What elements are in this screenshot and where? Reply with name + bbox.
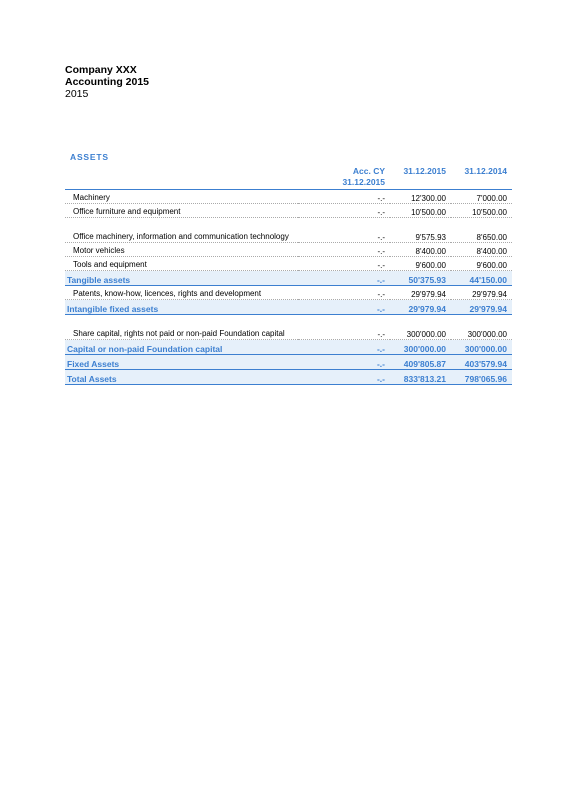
row-label: Total Assets <box>65 370 298 385</box>
table-row <box>65 257 512 271</box>
row-acc-cy: -.- <box>298 315 390 340</box>
table-row <box>65 315 512 340</box>
column-header-current-year: 31.12.2015 <box>390 166 451 190</box>
row-label: Fixed Assets <box>65 355 298 370</box>
row-current-year: 10'500.00 <box>390 204 451 218</box>
row-acc-cy: -.- <box>298 340 390 355</box>
document-header <box>65 64 149 100</box>
row-prior-year: 29'979.94 <box>451 286 512 300</box>
row-label: Share capital, rights not paid or non-paid Foundation capital <box>65 315 298 340</box>
table-row <box>65 243 512 257</box>
row-prior-year: 300'000.00 <box>451 340 512 355</box>
row-label: Tangible assets <box>65 271 298 286</box>
row-acc-cy: -.- <box>298 257 390 271</box>
row-label: Intangible fixed assets <box>65 300 298 315</box>
column-header-prior-year: 31.12.2014 <box>451 166 512 190</box>
column-header-acc-cy: Acc. CY 31.12.2015 <box>298 166 390 190</box>
row-current-year: 300'000.00 <box>390 315 451 340</box>
row-acc-cy: -.- <box>298 190 390 204</box>
row-label: Machinery <box>65 190 298 204</box>
subtotal-row <box>65 370 512 385</box>
row-acc-cy: -.- <box>298 271 390 286</box>
row-acc-cy: -.- <box>298 355 390 370</box>
row-prior-year: 10'500.00 <box>451 204 512 218</box>
table-row <box>65 190 512 204</box>
row-label: Office furniture and equipment <box>65 204 298 218</box>
section-title: ASSETS <box>70 152 109 162</box>
row-current-year: 29'979.94 <box>390 300 451 315</box>
row-prior-year: 403'579.94 <box>451 355 512 370</box>
row-acc-cy: -.- <box>298 218 390 243</box>
row-prior-year: 8'650.00 <box>451 218 512 243</box>
header-label-col <box>65 166 298 190</box>
company-name: Company XXX <box>65 64 137 76</box>
row-current-year: 9'575.93 <box>390 218 451 243</box>
subtotal-row <box>65 271 512 286</box>
subtotal-row <box>65 340 512 355</box>
table-row <box>65 286 512 300</box>
row-acc-cy: -.- <box>298 370 390 385</box>
subtotal-row <box>65 300 512 315</box>
row-prior-year: 9'600.00 <box>451 257 512 271</box>
row-acc-cy: -.- <box>298 204 390 218</box>
row-current-year: 409'805.87 <box>390 355 451 370</box>
row-prior-year: 29'979.94 <box>451 300 512 315</box>
row-acc-cy: -.- <box>298 300 390 315</box>
row-current-year: 833'813.21 <box>390 370 451 385</box>
row-label: Capital or non-paid Foundation capital <box>65 340 298 355</box>
row-label: Patents, know-how, licences, rights and development <box>65 286 298 300</box>
row-current-year: 300'000.00 <box>390 340 451 355</box>
table-row <box>65 204 512 218</box>
row-label: Office machinery, information and communication technology <box>65 218 298 243</box>
row-prior-year: 44'150.00 <box>451 271 512 286</box>
assets-table <box>65 166 512 385</box>
report-year: 2015 <box>65 88 89 100</box>
row-current-year: 12'300.00 <box>390 190 451 204</box>
report-title: Accounting 2015 <box>65 76 150 88</box>
subtotal-row <box>65 355 512 370</box>
row-acc-cy: -.- <box>298 286 390 300</box>
row-prior-year: 7'000.00 <box>451 190 512 204</box>
row-prior-year: 8'400.00 <box>451 243 512 257</box>
row-label: Motor vehicles <box>65 243 298 257</box>
row-prior-year: 798'065.96 <box>451 370 512 385</box>
row-current-year: 50'375.93 <box>390 271 451 286</box>
row-current-year: 8'400.00 <box>390 243 451 257</box>
row-acc-cy: -.- <box>298 243 390 257</box>
row-current-year: 29'979.94 <box>390 286 451 300</box>
row-prior-year: 300'000.00 <box>451 315 512 340</box>
row-label: Tools and equipment <box>65 257 298 271</box>
table-header-row <box>65 166 512 190</box>
row-current-year: 9'600.00 <box>390 257 451 271</box>
table-row <box>65 218 512 243</box>
